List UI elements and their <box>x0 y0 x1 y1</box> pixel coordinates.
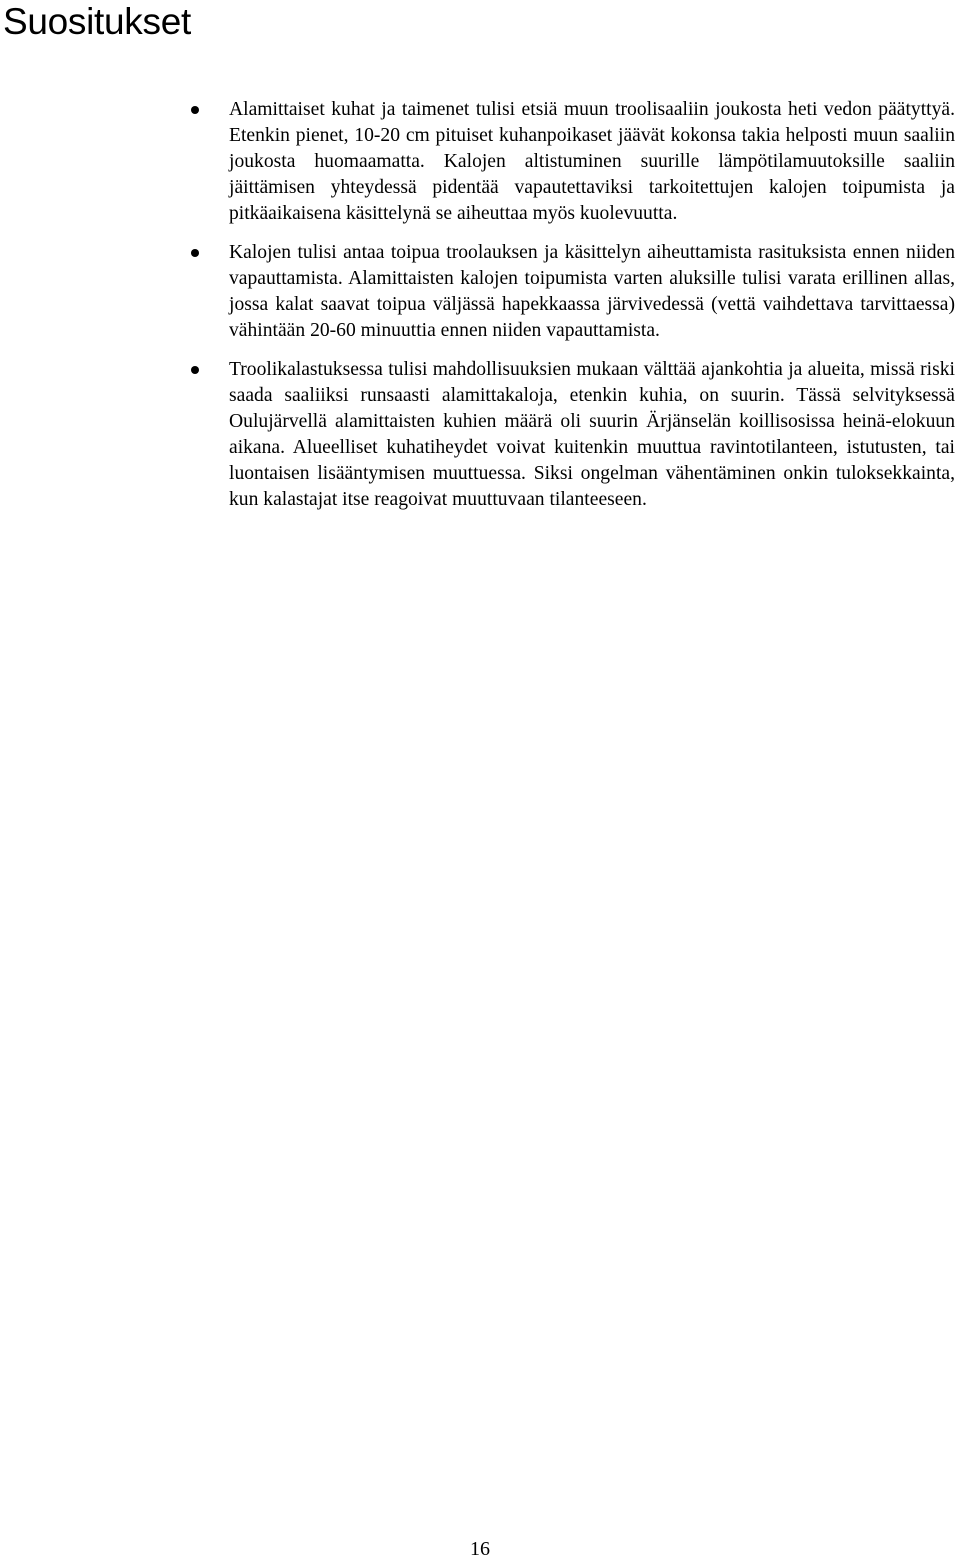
recommendation-text: Kalojen tulisi antaa toipua troolauksen ja käsittelyn aiheuttamista rasituksista ennen niiden vapauttamista. Alamittaisten kalojen toipumista varten aluksille tulisi varata erillinen allas, jossa kalat saavat toipua väljässä hapekkaassa järvivedessä (vettä vaihdettava tarvittaessa) vähintään 20-60 minuuttia ennen niiden vapauttamista. <box>229 242 955 341</box>
page-number: 16 <box>470 1538 490 1560</box>
page-heading: Suositukset <box>3 1 191 42</box>
recommendation-text: Troolikalastuksessa tulisi mahdollisuuksien mukaan välttää ajankohtia ja alueita, missä riski saada saaliiksi runsaasti alamittakaloja, etenkin kuhia, on suurin. Tässä selvityksessä Oulujärvellä alamittaisten kuhien määrä oli suurin Ärjänselän koillisosissa heinä-elokuun aikana. Alueelliset kuhatiheydet voivat kuitenkin muuttua ravintotilanteen, istutusten, tai luontaisen lisääntymisen muuttuessa. Siksi ongelman vähentäminen onkin tuloksekkainta, kun kalastajat itse reagoivat muuttuvaan tilanteeseen. <box>229 359 955 510</box>
bullet-icon <box>191 106 199 114</box>
recommendation-item <box>229 240 955 344</box>
recommendation-text: Alamittaiset kuhat ja taimenet tulisi etsiä muun troolisaaliin joukosta heti vedon päätyttyä. Etenkin pienet, 10-20 cm pituiset kuhanpoikaset jäävät kokonsa takia helposti muun saaliin joukosta huomaamatta. Kalojen altistuminen suurille lämpötilamuutoksille saaliin jäittämisen yhteydessä pidentää vapautettaviksi tarkoitettujen kalojen toipumista ja pitkäaikaisena käsittelynä se aiheuttaa myös kuolevuutta. <box>229 99 955 224</box>
recommendation-item <box>229 97 955 227</box>
recommendation-item <box>229 357 955 513</box>
bullet-icon <box>191 249 199 257</box>
bullet-icon <box>191 366 199 374</box>
recommendations-list <box>229 97 955 526</box>
